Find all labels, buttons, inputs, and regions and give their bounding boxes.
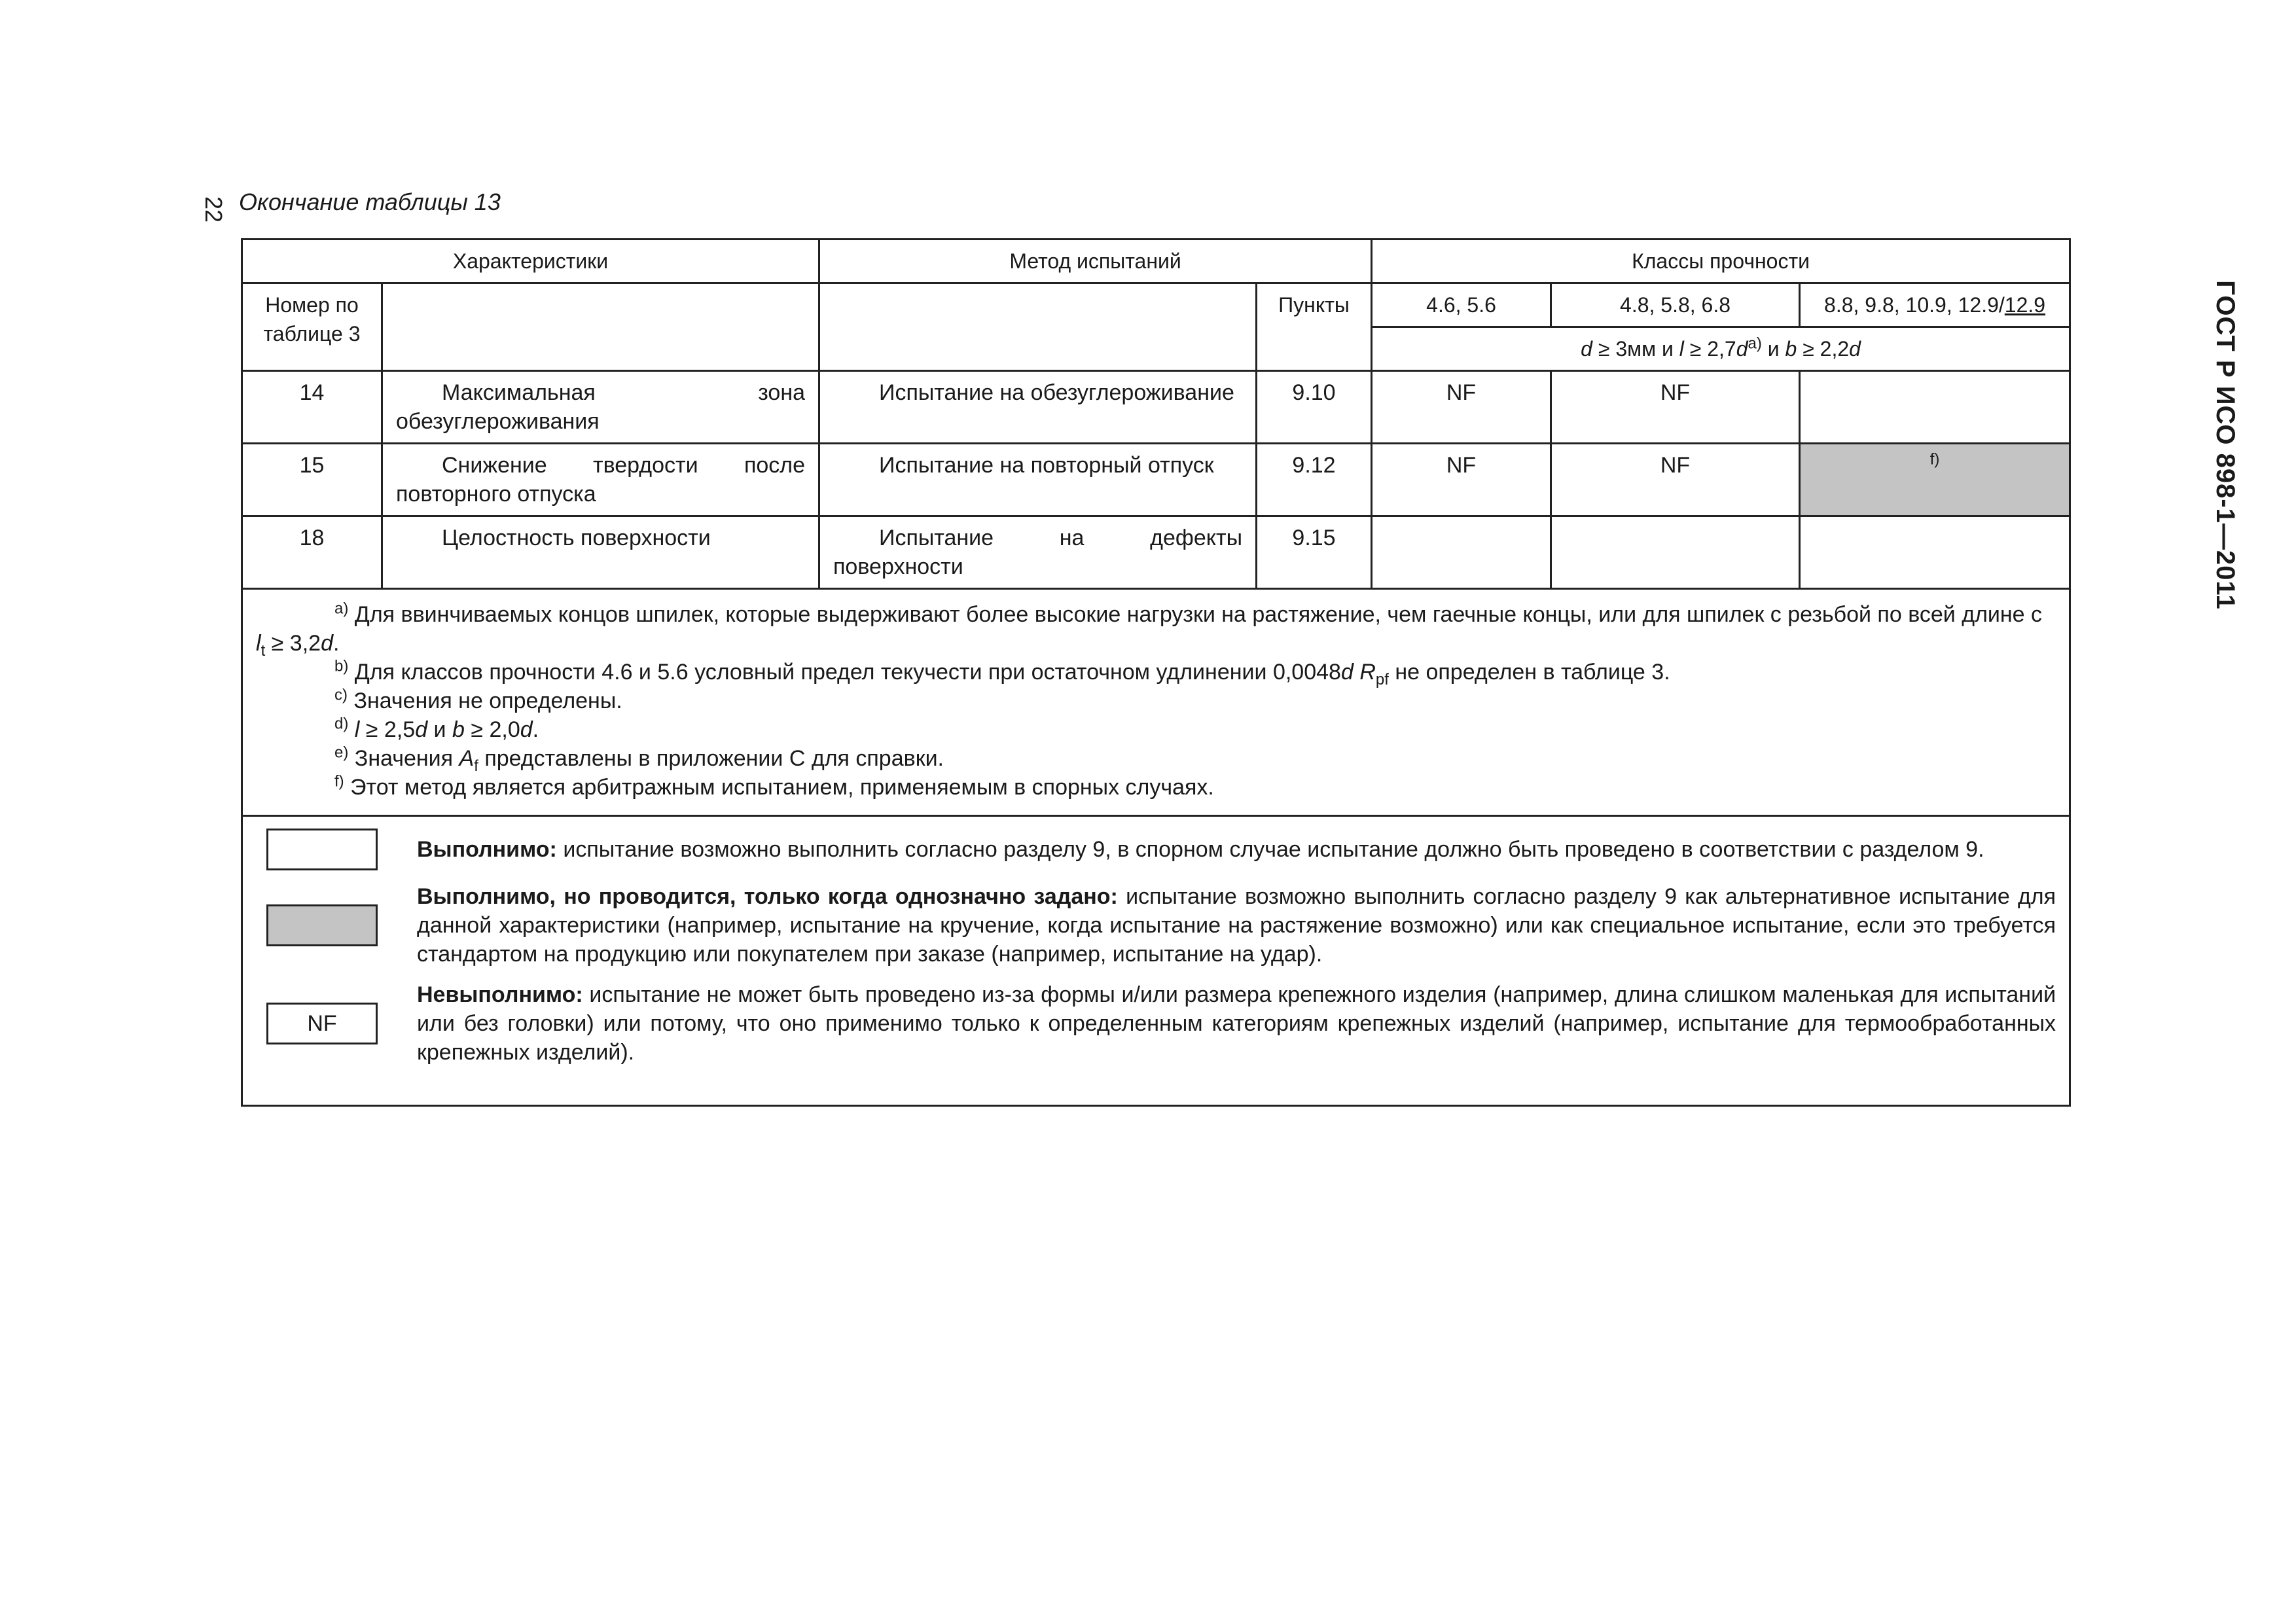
footnote-b: $^{b)}$ Для классов прочности 4.6 и 5.6 условный предел текучести при остаточном удлинении 0,0048d $R_{pf}$ не определен в таблице 3. xyxy=(334,657,1670,688)
footnote-f: $^{f)}$ Этот метод является арбитражным испытанием, применяемым в спорных случаях. xyxy=(334,772,1214,800)
legend-text: Выполнимо, но проводится, только когда однозначно задано: испытание возможно выполнить согласно разделу 9 как альтернативное испытание для данной характеристики (например, испытание на кручение, когда испытание на растяжение возможно) или как специальное испытание, если это требуется стандартом на продукцию или покупателем при заказе (например, испытание на удар). xyxy=(417,884,2056,967)
legend-item-feasible xyxy=(256,829,2056,870)
row-class-a: NF xyxy=(1372,444,1551,516)
row-characteristic: Целостность поверхности xyxy=(382,516,819,589)
row-characteristic: Максимальная зона обезуглероживания xyxy=(382,371,819,444)
properties-table xyxy=(241,238,2071,1107)
table-row xyxy=(242,444,2070,516)
header-characteristics: Характеристики xyxy=(242,240,819,283)
row-number: 14 xyxy=(242,371,382,444)
legend-swatch-gray xyxy=(266,904,378,946)
legend-swatch-nf: NF xyxy=(266,1003,378,1044)
document-code: ГОСТ Р ИСО 898-1—2011 xyxy=(2211,280,2240,610)
legend-text: Невыполнимо: испытание не может быть проведено из-за формы и/или размера крепежного изделия (например, длина слишком маленькая для испытаний или без головки) или потому, что оно применимо только к определенным категориям крепежных изделий (например, испытание для термообработанных крепежных изделий). xyxy=(417,982,2056,1065)
header-method: Метод испытаний xyxy=(819,240,1372,283)
footnotes xyxy=(242,589,2070,816)
table-row xyxy=(242,371,2070,444)
footnote-mark: f) xyxy=(1929,450,1940,469)
row-point: 9.12 xyxy=(1257,444,1372,516)
legend-text: Выполнимо: испытание возможно выполнить согласно разделу 9, в спорном случае испытание должно быть проведено в соответствии с разделом 9. xyxy=(417,837,1984,862)
row-characteristic: Снижение твердости после повторного отпуска xyxy=(382,444,819,516)
row-class-c xyxy=(1800,444,2070,516)
legend-item-conditional xyxy=(256,882,2056,969)
row-method: Испытание на обезуглероживание xyxy=(819,371,1257,444)
footnote-d: $^{d)}$ l ≥ 2,5d и b ≥ 2,0d. xyxy=(334,715,539,742)
header-empty-char xyxy=(382,283,819,371)
row-class-b xyxy=(1551,516,1800,589)
row-class-a: NF xyxy=(1372,371,1551,444)
table-row xyxy=(242,516,2070,589)
header-table-no: Номер по таблице 3 xyxy=(242,283,382,371)
header-classes: Классы прочности xyxy=(1372,240,2070,283)
row-class-a xyxy=(1372,516,1551,589)
legend-swatch-white xyxy=(266,829,378,870)
row-class-b: NF xyxy=(1551,371,1800,444)
header-class-b: 4.8, 5.8, 6.8 xyxy=(1551,283,1800,327)
row-method: Испытание на повторный отпуск xyxy=(819,444,1257,516)
row-point: 9.15 xyxy=(1257,516,1372,589)
row-class-c xyxy=(1800,516,2070,589)
footnote-c: $^{c)}$ Значения не определены. xyxy=(334,686,622,713)
header-empty-method xyxy=(819,283,1257,371)
footnote-a: $^{a)}$ Для ввинчиваемых концов шпилек, которые выдерживают более высокие нагрузки на растяжение, чем гаечные концы, или для шпилек с резьбой по всей длине с $l_t \ge 3,2d$. xyxy=(256,599,2043,660)
header-class-c: 8.8, 9.8, 10.9, 12.9/12.9 xyxy=(1800,283,2070,327)
legend-item-not-feasible xyxy=(256,980,2056,1067)
header-points: Пункты xyxy=(1257,283,1372,371)
header-class-a: 4.6, 5.6 xyxy=(1372,283,1551,327)
row-class-c xyxy=(1800,371,2070,444)
row-number: 18 xyxy=(242,516,382,589)
legend xyxy=(242,816,2070,1106)
footnote-e: $^{e)}$ Значения $A_f$ представлены в приложении С для справки. xyxy=(334,743,944,775)
row-point: 9.10 xyxy=(1257,371,1372,444)
page-number: 22 xyxy=(200,196,227,223)
header-condition: d ≥ 3мм и $l \ge 2,7d^{a)}$ и b ≥ 2,2d xyxy=(1372,327,2070,371)
row-method: Испытание на дефекты поверхности xyxy=(819,516,1257,589)
row-class-b: NF xyxy=(1551,444,1800,516)
table-caption: Окончание таблицы 13 xyxy=(239,188,501,215)
row-number: 15 xyxy=(242,444,382,516)
